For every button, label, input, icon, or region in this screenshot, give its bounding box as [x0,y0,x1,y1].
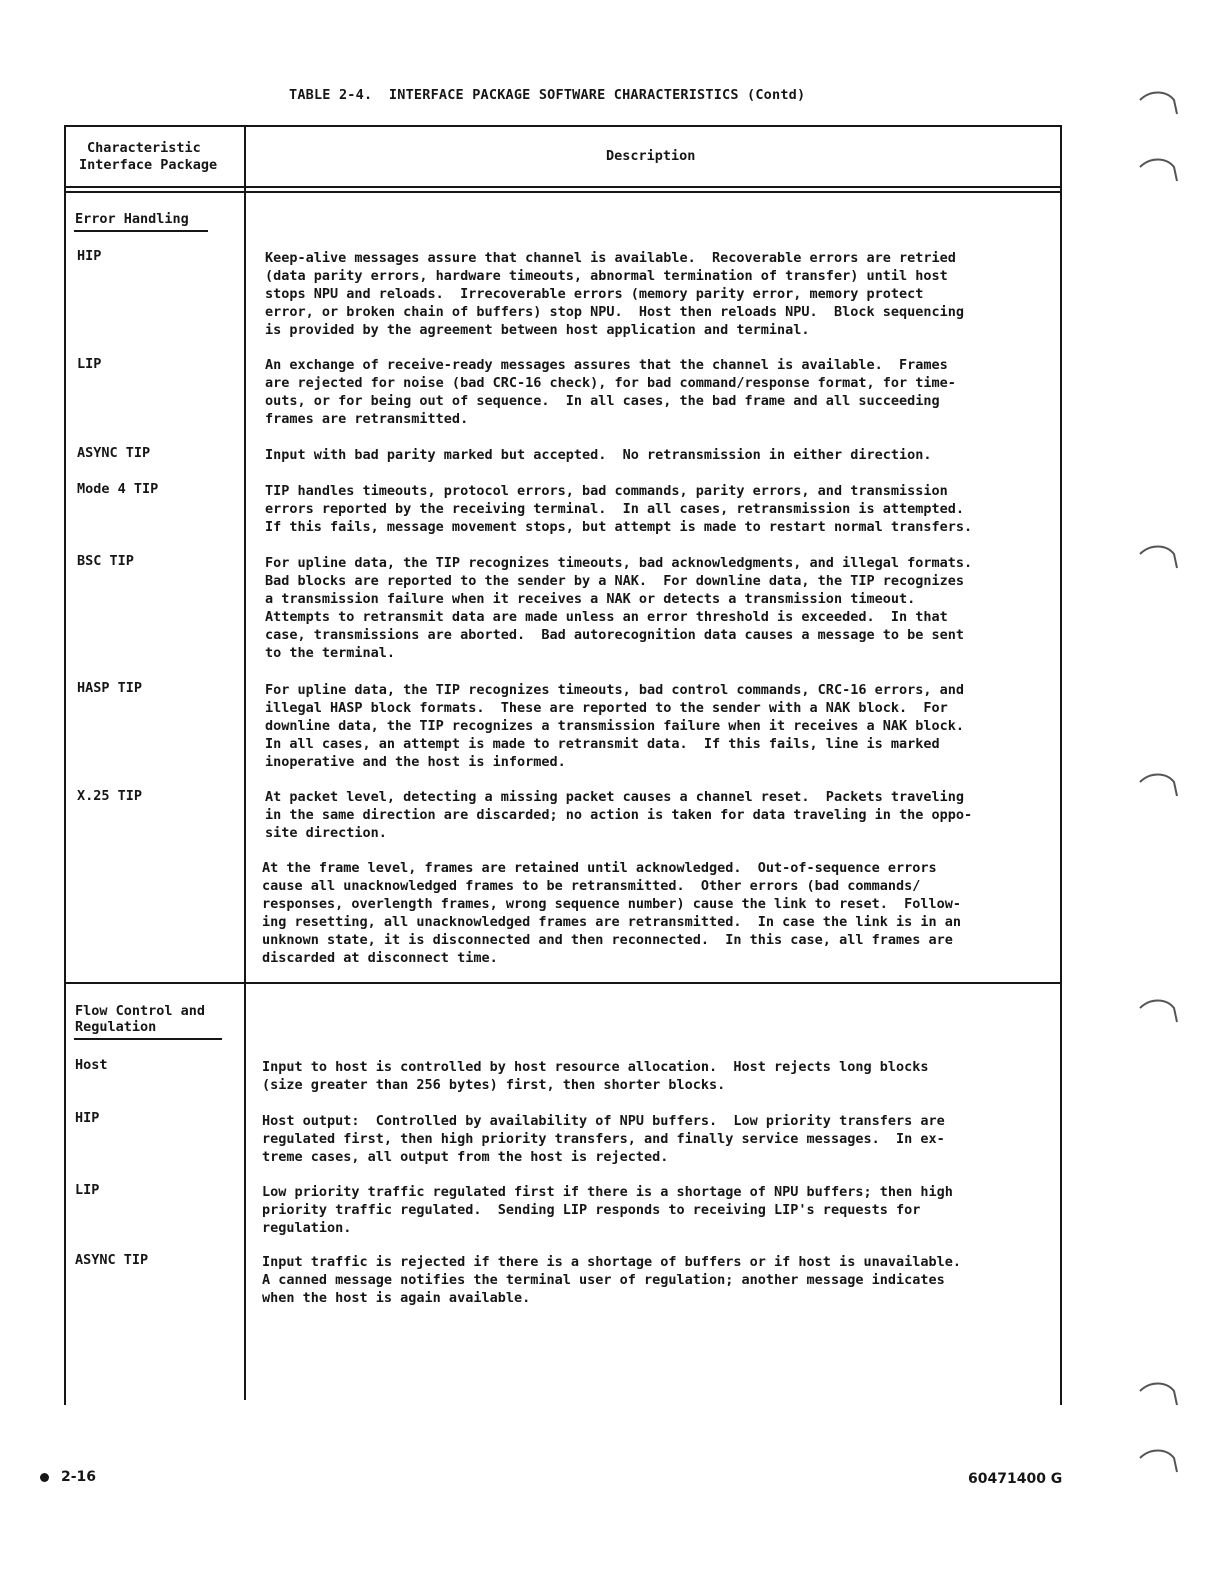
punch-hole-mark-icon [1136,1377,1182,1407]
punch-hole-mark-icon [1136,768,1182,798]
punch-hole-mark-icon [1136,994,1182,1024]
row-label: HIP [75,1110,100,1126]
bullet-icon [40,1473,49,1482]
page-number: 2-16 [40,1469,96,1485]
row-label: HASP TIP [77,680,143,696]
row-description: Input with bad parity marked but accepted. No retransmission in either direction. [265,447,932,463]
row-label: LIP [75,1182,100,1198]
row-label: LIP [77,356,102,372]
row-label: ASYNC TIP [77,445,151,461]
row-description: For upline data, the TIP recognizes timeouts, bad control commands, CRC-16 errors, and illegal HASP block formats. These are reported to the sender with a NAK block. For downline data, the TIP recognizes a transmission failure when it receives a NAK block. In all cases, an attempt is made to retransmit data. If this fails, line is marked inoperative and the host is informed. [265,682,964,770]
row-description: Low priority traffic regulated first if there is a shortage of NPU buffers; then high priority traffic regulated. Sending LIP responds to receiving LIP's requests for regulation. [262,1184,953,1236]
punch-hole-mark-icon [1136,1444,1182,1474]
row-description: Host output: Controlled by availability of NPU buffers. Low priority transfers are regulated first, then high priority transfers, and finally service messages. In ex- treme cases, all output from the host is rejected. [262,1113,945,1165]
section-title-flow-control-line2: Regulation [75,1019,157,1035]
header-col1-line1: Characteristic [87,140,201,156]
row-description: At packet level, detecting a missing packet causes a channel reset. Packets traveling in the same direction are discarded; no action is taken for data traveling in the oppo- site direction. [265,789,973,841]
row-description: Keep-alive messages assure that channel is available. Recoverable errors are retried (data parity errors, hardware timeouts, abnormal termination of transfer) until host stops NPU and reloads. Irrecoverable errors (memory parity error, memory protect error, or broken chain of buffers) stop NPU. Host then reloads NPU. Block sequencing is provided by the agreement between host application and terminal. [265,250,964,338]
row-description: At the frame level, frames are retained until acknowledged. Out-of-sequence errors cause all unacknowledged frames to be retransmitted. Other errors (bad commands/ responses, overlength frames, wrong sequence number) cause the link to reset. Follow- ing resetting, all unacknowledged frames are retransmitted. In case the link is in an unknown state, it is disconnected and then reconnected. In this case, all frames are discarded at disconnect time. [262,860,961,966]
row-label: Host [75,1057,108,1073]
punch-hole-mark-icon [1136,153,1182,183]
document-number: 60471400 G [968,1471,1063,1487]
row-label: BSC TIP [77,553,134,569]
row-label: X.25 TIP [77,788,143,804]
row-description: An exchange of receive-ready messages assures that the channel is available. Frames are rejected for noise (bad CRC-16 check), for bad command/response format, for time- outs, or for being out of sequence. In all cases, the bad frame and all succeeding frames are retransmitted. [265,357,956,427]
row-label: ASYNC TIP [75,1252,149,1268]
row-description: For upline data, the TIP recognizes timeouts, bad acknowledgments, and illegal formats. Bad blocks are reported to the sender by a NAK. For downline data, the TIP recognizes a transmission failure when it receives a NAK or detects a transmission timeout. Attempts to retransmit data are made unless an error threshold is exceeded. In that case, transmissions are aborted. Bad autorecognition data causes a message to be sent to the terminal. [265,555,973,661]
punch-hole-mark-icon [1136,86,1182,116]
punch-hole-mark-icon [1136,540,1182,570]
section-underline [74,1038,222,1040]
row-label: Mode 4 TIP [77,481,159,497]
section-underline [74,230,208,232]
row-description: Input traffic is rejected if there is a shortage of buffers or if host is unavailable. A canned message notifies the terminal user of regulation; another message indicates when the host is again available. [262,1254,961,1306]
row-description: Input to host is controlled by host resource allocation. Host rejects long blocks (size greater than 256 bytes) first, then shorter blocks. [262,1059,929,1093]
table-title: TABLE 2-4. INTERFACE PACKAGE SOFTWARE CHARACTERISTICS (Contd) [289,87,806,103]
header-col2: Description [606,148,696,164]
section-title-error-handling: Error Handling [75,211,189,227]
row-description: TIP handles timeouts, protocol errors, bad commands, parity errors, and transmission errors reported by the receiving terminal. In all cases, retransmission is attempted. If this fails, message movement stops, but attempt is made to restart normal transfers. [265,483,973,535]
row-label: HIP [77,248,102,264]
header-col1-line2: Interface Package [79,157,218,173]
section-title-flow-control-line1: Flow Control and [75,1003,206,1019]
